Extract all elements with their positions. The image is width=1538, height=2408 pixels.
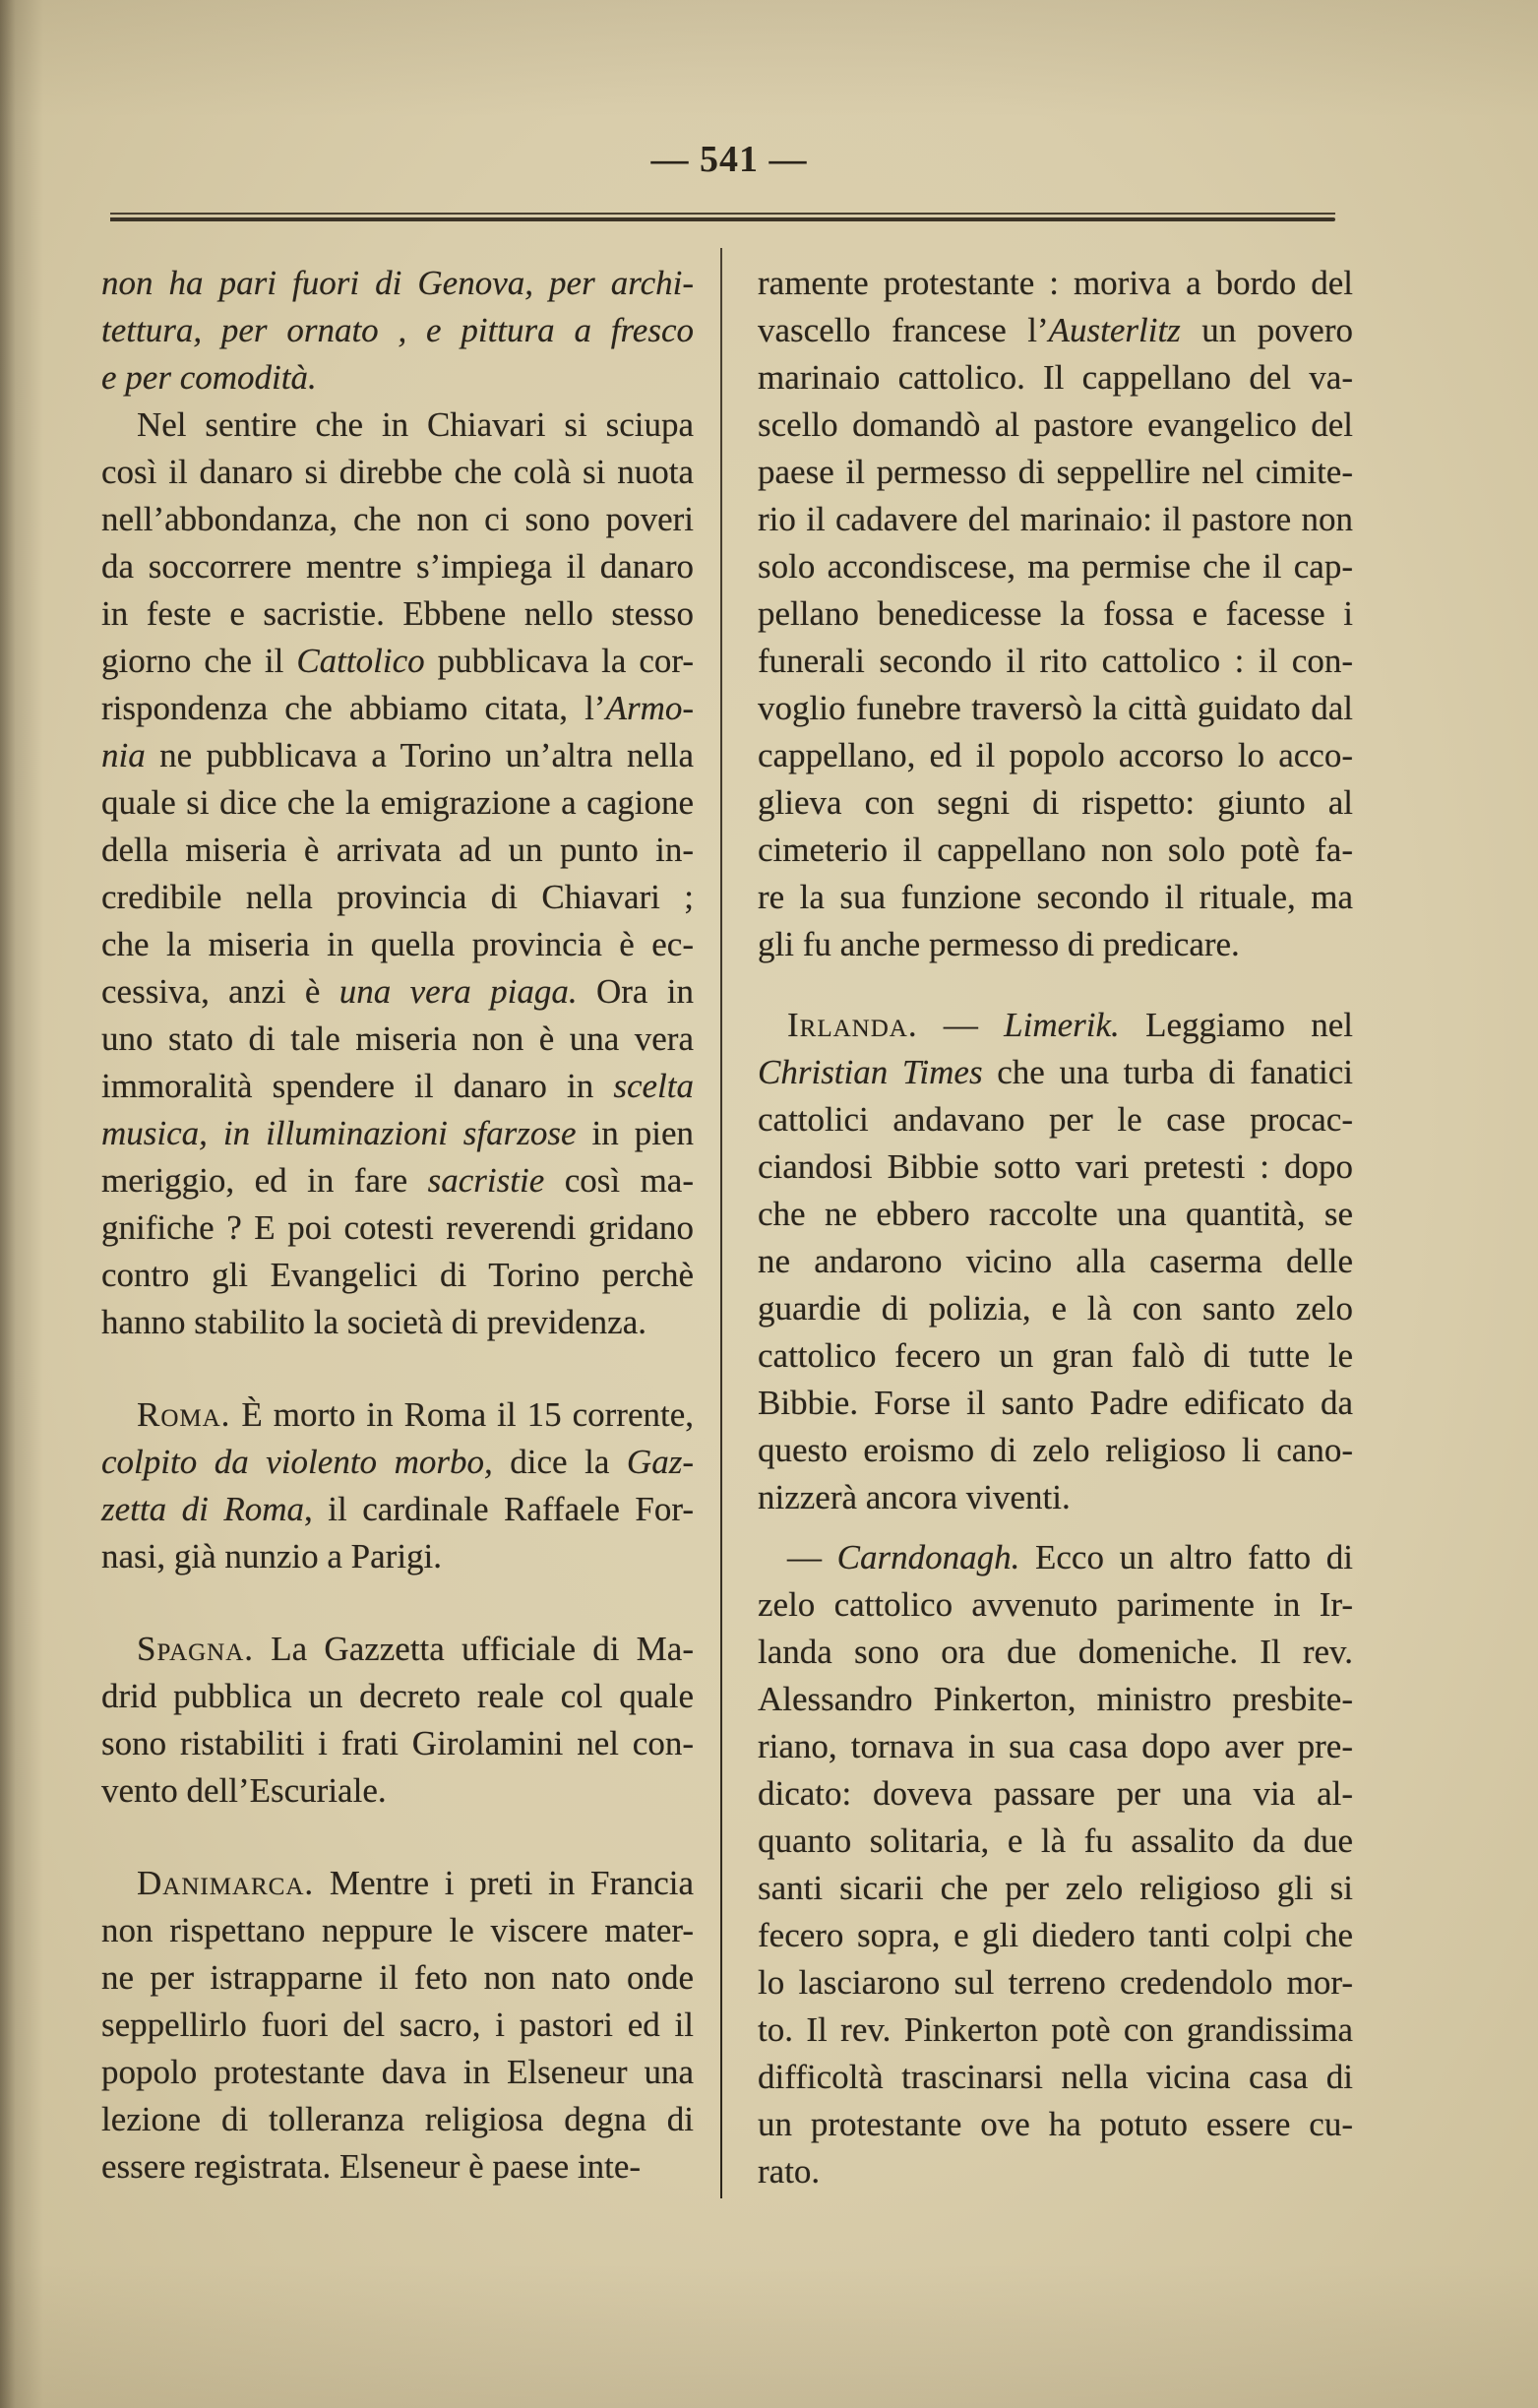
text-line [758,1723,1353,1770]
text-line [101,1767,694,1815]
text-line-content [758,1332,1353,1380]
text-line [101,921,694,968]
italic-text: nia [101,736,146,774]
text-line-content [101,2096,694,2143]
line-text: difficoltà trascinarsi nella vicina casa di [758,2058,1353,2096]
text-line [101,874,694,921]
line-text: gnifiche ? E poi cotesti reverendi gridano [101,1208,694,1247]
section-heading: Irlanda. [787,1006,918,1044]
line-text: cimeterio il cappellano non solo potè fa- [758,831,1353,869]
text-line [758,354,1353,401]
text-line-content [101,2002,694,2049]
text-line-content [758,779,1353,827]
text-line-content [758,354,1353,401]
line-text: ne andarono vicino alla caserma delle [758,1242,1353,1280]
line-text: Bibbie. Forse il santo Padre edificato da [758,1384,1353,1422]
text-line [758,1191,1353,1238]
text-line [101,2143,694,2191]
text-line-content [101,2143,641,2191]
text-line [758,307,1353,354]
text-line-content [101,1533,442,1580]
text-line-content [758,1191,1353,1238]
left-column [101,260,694,2191]
text-line [101,307,694,354]
line-text: marinaio cattolico. Il cappellano del va- [758,358,1353,397]
line-text: che una turba di fanatici [982,1053,1353,1091]
text-line-content [758,1865,1353,1912]
text-line [101,260,694,307]
line-text: solo accondiscese, ma permise che il cap- [758,547,1353,586]
text-line [758,1002,1353,1049]
line-text: cessiva, anzi è [101,972,339,1011]
text-line-content [758,1581,1353,1629]
line-text: rato. [758,2152,821,2191]
line-text: ramente protestante : moriva a bordo del [758,264,1353,302]
text-line [758,1332,1353,1380]
text-line-content [101,827,694,874]
text-line [758,1581,1353,1629]
text-line [101,685,694,732]
line-text: immoralità spendere il danaro in [101,1067,614,1105]
text-line [758,401,1353,449]
line-text: un protestante ove ha potuto essere cu- [758,2105,1353,2143]
text-line [101,1673,694,1720]
text-line-content [758,1912,1353,1959]
line-text: cattolico fecero un gran falò di tutte le [758,1336,1353,1375]
text-line-content [101,590,694,638]
line-text: funerali secondo il rito cattolico : il con- [758,642,1353,680]
text-line [101,543,694,590]
right-column [758,260,1353,2195]
text-line-content [758,449,1353,496]
text-line-content [101,921,694,968]
text-line [758,779,1353,827]
line-text: giorno che il [101,642,297,680]
text-line-content [758,1049,1353,1096]
line-text: sono ristabiliti i frati Girolamini nel con- [101,1724,694,1762]
italic-text: non ha pari fuori di Genova, per archi- [101,264,694,302]
text-line [758,449,1353,496]
text-line [758,496,1353,543]
line-text: meriggio, ed in fare [101,1161,428,1200]
italic-text: zetta di Roma [101,1490,305,1528]
text-line-content [101,496,694,543]
text-line [758,1959,1353,2007]
line-text: landa sono ora due domeniche. Il rev. [758,1633,1353,1671]
text-line [101,1486,694,1533]
text-line [101,2096,694,2143]
text-line [758,2054,1353,2101]
line-text: paese il permesso di seppellire nel cimite- [758,453,1353,491]
text-line [758,1143,1353,1191]
text-line-content [758,874,1353,921]
line-text: della miseria è arrivata ad un punto in- [101,831,694,869]
header-rule-thick-line [110,217,1335,221]
line-text: — [917,1006,1005,1044]
section-heading: Danimarca. [137,1864,315,1902]
article-paragraph [101,1626,694,1815]
italic-text: Gaz- [626,1443,694,1481]
article-paragraph [758,1002,1353,1521]
header-rule-thin-line [110,213,1335,215]
text-line [758,260,1353,307]
article-paragraph [758,260,1353,968]
text-line [758,2007,1353,2054]
text-line-content [758,1096,1353,1143]
line-text: che ne ebbero raccolte una quantità, se [758,1195,1353,1233]
text-line-content [758,1723,1353,1770]
text-line [101,1252,694,1299]
line-text: credibile nella provincia di Chiavari ; [101,878,694,916]
line-text: popolo protestante dava in Elseneur una [101,2053,694,2091]
text-line-content [101,354,317,401]
text-line [758,1096,1353,1143]
text-line-content [758,2148,820,2195]
italic-text: Cattolico [296,642,425,680]
text-line-content [101,543,694,590]
text-line-content [758,1285,1353,1332]
line-text: che la miseria in quella provincia è ec- [101,925,694,963]
text-line-content [137,1626,694,1673]
text-line [758,1049,1353,1096]
text-line [758,2148,1353,2195]
text-line-content [758,543,1353,590]
text-line [101,401,694,449]
line-text: in pien [576,1114,694,1152]
line-text: È morto in Roma il 15 corrente, [230,1395,694,1434]
text-line [101,1626,694,1673]
text-line [758,543,1353,590]
line-text: lo lasciarono sul terreno credendolo mor- [758,1963,1353,2002]
text-line-content [101,732,694,779]
italic-text: Limerik. [1004,1006,1120,1044]
text-line [101,354,694,401]
line-text: vascello francese l’ [758,311,1049,349]
text-line-content [101,2049,694,2096]
line-text: voglio funebre traversò la città guidato dal [758,689,1353,727]
line-text: Leggiamo nel [1119,1006,1353,1044]
line-text: cattolici andavano per le case procac- [758,1100,1353,1139]
line-text: nell’abbondanza, che non ci sono poveri [101,500,694,538]
line-text: seppellirlo fuori del sacro, i pastori ed il [101,2006,694,2044]
text-line-content [758,401,1353,449]
line-text: da soccorrere mentre s’impiega il danaro [101,547,694,586]
line-text: rio il cadavere del marinaio: il pastore non [758,500,1353,538]
text-line-content [101,1439,694,1486]
text-line-content [137,1391,694,1439]
text-line [101,590,694,638]
line-text: dice la [492,1443,627,1481]
line-text: , il cardinale Raffaele For- [304,1490,695,1528]
text-line [101,496,694,543]
text-line-content [101,1673,694,1720]
text-line-content [758,1380,1353,1427]
text-line [758,732,1353,779]
text-line [101,827,694,874]
line-text: uno stato di tale miseria non è una vera [101,1019,694,1058]
italic-text: scelta [613,1067,694,1105]
text-line [758,827,1353,874]
text-line [758,590,1353,638]
line-text: rispondenza che abbiamo citata, l’ [101,689,606,727]
text-line-content [101,685,694,732]
line-text: riano, tornava in sua casa dopo aver pre- [758,1727,1353,1765]
line-text: contro gli Evangelici di Torino perchè [101,1256,694,1294]
line-text: to. Il rev. Pinkerton potè con grandissima [758,2010,1353,2049]
text-line [101,1110,694,1157]
line-text: drid pubblica un decreto reale col quale [101,1677,694,1715]
italic-text: Armo- [605,689,694,727]
line-text: cappellano, ed il popolo accorso lo acco- [758,736,1353,774]
text-line [758,1427,1353,1474]
text-line-content [787,1002,1353,1049]
line-text: guardie di polizia, e là con santo zelo [758,1289,1353,1327]
italic-text: colpito da violento morbo, [101,1443,493,1481]
text-line [758,2101,1353,2148]
text-line-content [101,1486,694,1533]
text-line [758,1380,1353,1427]
line-text: santi sicarii che per zelo religioso gli si [758,1869,1353,1907]
text-line-content [758,1474,1071,1521]
text-line-content [101,1767,387,1815]
line-text: Nel sentire che in Chiavari si sciupa [137,405,694,444]
text-line-content [101,1907,694,1954]
line-text: ne per istrapparne il feto non nato onde [101,1958,694,1997]
text-line-content [758,1818,1353,1865]
text-line-content [101,874,694,921]
text-line-content [101,1252,694,1299]
text-line-content [101,968,694,1016]
line-text: fecero sopra, e gli diedero tanti colpi che [758,1916,1353,1954]
article-paragraph [101,260,694,401]
column-divider [720,248,722,2198]
line-text: non rispettano neppure le viscere mater- [101,1911,694,1949]
italic-text: sacristie [427,1161,545,1200]
italic-text: Austerlitz [1048,311,1181,349]
text-line [101,968,694,1016]
text-line [101,1204,694,1252]
text-line [101,1860,694,1907]
text-line [101,2049,694,2096]
text-line-content [137,1860,694,1907]
text-line [758,1676,1353,1723]
text-line-content [101,1204,694,1252]
text-line [101,1907,694,1954]
text-line-content [101,1016,694,1063]
text-line-content [758,1676,1353,1723]
line-text: essere registrata. Elseneur è paese inte- [101,2147,642,2186]
text-line-content [758,1629,1353,1676]
text-line [758,1238,1353,1285]
text-line [758,1818,1353,1865]
text-line-content [758,921,1240,968]
article-paragraph [101,1860,694,2191]
text-line-content [758,1959,1353,2007]
text-line [758,1474,1353,1521]
text-line [758,1912,1353,1959]
section-heading: Roma. [137,1395,231,1434]
text-line [101,449,694,496]
line-text: zelo cattolico avvenuto parimente in Ir- [758,1585,1353,1624]
line-text: glieva con segni di rispetto: giunto al [758,783,1353,822]
text-line-content [137,401,694,449]
text-line [758,1865,1353,1912]
text-line-content [758,307,1353,354]
text-line-content [101,1063,694,1110]
text-line [101,2002,694,2049]
line-text: vento dell’Escuriale. [101,1771,387,1810]
text-line [758,685,1353,732]
text-line [758,874,1353,921]
text-line-content [758,638,1353,685]
text-line [101,1391,694,1439]
text-line-content [101,1954,694,2002]
text-line-content [758,1238,1353,1285]
text-line-content [101,260,694,307]
text-line-content [758,260,1353,307]
line-text: Ecco un altro fatto di [1019,1538,1353,1576]
line-text: quanto solitaria, e là fu assalito da due [758,1821,1353,1860]
line-text: in feste e sacristie. Ebbene nello stesso [101,594,694,633]
text-line-content [101,1157,694,1204]
text-line-content [758,2007,1353,2054]
text-line-content [101,779,694,827]
line-text: pubblicava la cor- [424,642,694,680]
text-line-content [758,2101,1353,2148]
line-text: pellano benedicesse la fossa e facesse i [758,594,1353,633]
text-line-content [101,638,694,685]
text-line-content [758,1770,1353,1818]
line-text: così ma- [544,1161,694,1200]
text-line-content [101,449,694,496]
text-line [758,638,1353,685]
text-line [758,1534,1353,1581]
text-line-content [101,307,694,354]
text-line-content [758,496,1353,543]
italic-text: Carndonagh. [836,1538,1020,1576]
italic-text: tettura, per ornato , e pittura a fresco [101,311,694,349]
line-text: scello domandò al pastore evangelico del [758,405,1353,444]
text-line [758,1770,1353,1818]
italic-text: Christian Times [758,1053,983,1091]
text-line-content [758,1427,1353,1474]
line-text: nasi, già nunzio a Parigi. [101,1537,443,1575]
line-text: Alessandro Pinkerton, ministro presbite- [758,1680,1353,1718]
italic-text: una vera piaga. [338,972,578,1011]
article-paragraph [101,401,694,1346]
text-line [101,1954,694,2002]
line-text: gli fu anche permesso di predicare. [758,925,1240,963]
line-text: lezione di tolleranza religiosa degna di [101,2100,694,2138]
line-text: Ora in [577,972,694,1011]
text-line [101,1157,694,1204]
text-line [101,1299,694,1346]
line-text: ciandosi Bibbie sotto vari pretesti : dopo [758,1147,1353,1186]
line-text: La Gazzetta ufficiale di Ma- [254,1630,694,1668]
text-line-content [758,590,1353,638]
text-line [101,1533,694,1580]
text-line-content [101,1720,694,1767]
text-line-content [101,1110,694,1157]
text-line-content [758,2054,1353,2101]
italic-text: musica, in illuminazioni sfarzose [101,1114,577,1152]
text-line-content [758,1143,1353,1191]
text-line-content [787,1534,1353,1581]
line-text: ne pubblicava a Torino un’altra nella [145,736,694,774]
text-line-content [758,732,1353,779]
text-line [758,1285,1353,1332]
text-line [101,638,694,685]
text-line [758,921,1353,968]
line-text: un povero [1180,311,1353,349]
text-line [101,732,694,779]
line-text: hanno stabilito la società di previdenza. [101,1303,646,1341]
line-text: dicato: doveva passare per una via al- [758,1774,1353,1813]
line-text: re la sua funzione secondo il rituale, ma [758,878,1353,916]
text-line [758,1629,1353,1676]
line-text: questo eroismo di zelo religioso li cano- [758,1431,1353,1469]
text-line [101,1720,694,1767]
line-text: — [787,1538,837,1576]
italic-text: e per comodità. [101,358,317,397]
text-line [101,1439,694,1486]
line-text: Mentre i preti in Francia [314,1864,694,1902]
text-line-content [758,827,1353,874]
line-text: così il danaro si direbbe che colà si nuota [101,453,694,491]
page-number: — 541 — [650,139,808,180]
text-line-content [758,685,1353,732]
section-heading: Spagna. [137,1630,255,1668]
text-line [101,1063,694,1110]
line-text: nizzerà ancora viventi. [758,1478,1071,1516]
article-paragraph [758,1534,1353,2195]
text-line [101,1016,694,1063]
text-line [101,779,694,827]
line-text: quale si dice che la emigrazione a cagione [101,783,694,822]
article-paragraph [101,1391,694,1580]
text-line-content [101,1299,646,1346]
